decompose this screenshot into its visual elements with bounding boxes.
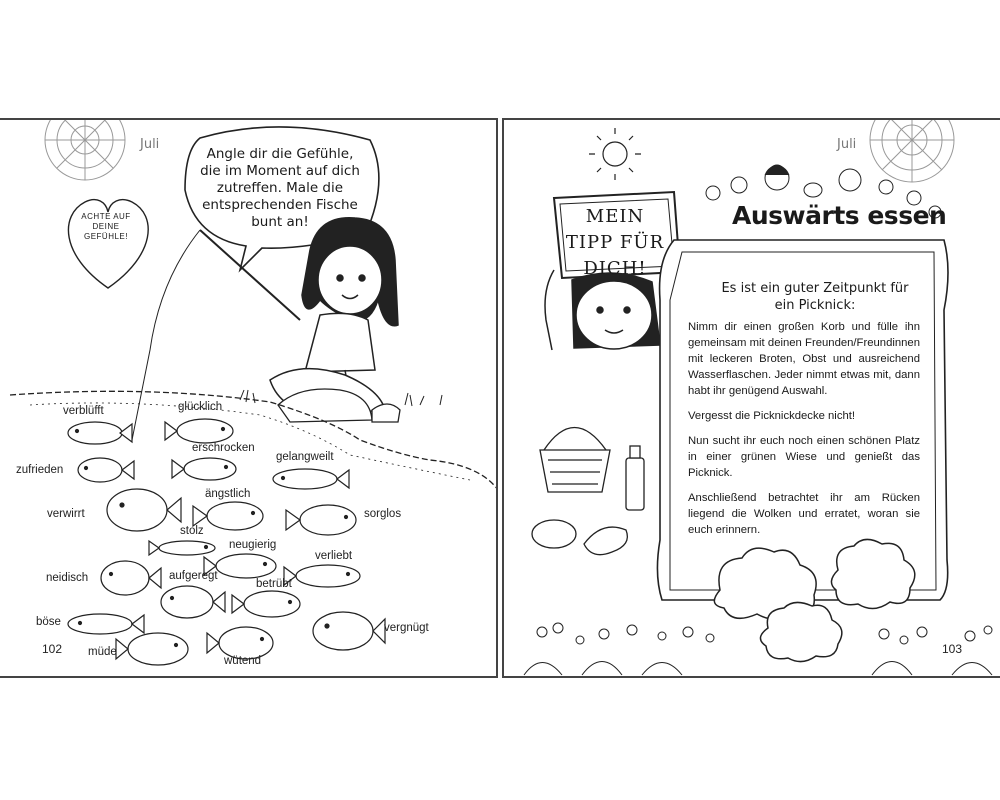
page-number: 102 [42, 642, 63, 656]
picnic-basket [540, 428, 610, 493]
tip-title: Es ist ein guter Zeitpunkt für ein Picknick: [721, 281, 909, 313]
fish-icon [116, 633, 188, 665]
tip-body [688, 319, 920, 547]
emotion-label: vergnügt [384, 622, 429, 634]
sandwich-icon [532, 520, 627, 555]
emotion-label: verliebt [315, 550, 353, 562]
tip-paragraph: Nimm dir einen großen Korb und fülle ihn gemeinsam mit deinen Freunden/Freundinnen mit leckeren Broten, Obst und ausreichend Wasserflaschen. Jeder nimmt etwas mit, dann habt ihr genügend Auswahl. [688, 321, 920, 397]
fish-icon [78, 458, 134, 482]
fish-icon [107, 489, 181, 531]
emotion-label: wütend [224, 655, 262, 667]
tip-paragraph: Vergesst die Picknickdecke nicht! [688, 410, 856, 422]
fish-icon [68, 422, 132, 444]
emotion-label: neugierig [229, 539, 277, 551]
emotion-label: verblüfft [63, 405, 104, 417]
emotion-label: neidisch [46, 572, 89, 584]
sun-icon [589, 128, 641, 180]
emotion-label: gelangweilt [276, 451, 334, 463]
mandala-icon [870, 118, 954, 182]
sign-text: MEIN TIPP FÜR DICH! [565, 206, 665, 279]
speech-bubble-text: Angle dir die Gefühle, die im Moment auf dich zutreffen. Male die entsprechenden Fische bunt an! [200, 146, 360, 230]
emotion-label: erschrocken [192, 442, 255, 454]
emotion-label: betrübt [256, 578, 292, 590]
tip-paragraph: Nun sucht ihr euch noch einen schönen Platz in einer grünen Wiese und genießt das Picknick. [688, 435, 920, 479]
month-label: Juli [837, 137, 857, 152]
bottle-icon [626, 446, 644, 510]
flowers-decoration [524, 623, 992, 675]
emotion-label: verwirrt [47, 508, 85, 520]
heart-text: ACHTE AUF DEINE GEFÜHLE! [81, 212, 131, 241]
fish-icon [68, 614, 144, 634]
left-page [0, 118, 500, 678]
fish-icon [172, 458, 236, 480]
mandala-icon [45, 118, 125, 180]
fish-icon [273, 469, 349, 489]
emotion-label: müde [88, 646, 117, 658]
rocks [278, 389, 400, 422]
right-page [500, 118, 1000, 678]
fish-icon [149, 541, 215, 555]
emotion-label: glücklich [178, 401, 223, 413]
page-heading: Auswärts essen [732, 201, 947, 230]
fish-icon [286, 505, 356, 535]
month-label: Juli [140, 137, 160, 152]
emotion-label: sorglos [364, 508, 402, 520]
fish-icon [232, 591, 300, 617]
fish-icon [284, 565, 360, 587]
emotion-label: aufgeregt [169, 570, 218, 582]
emotion-label: stolz [180, 525, 204, 537]
page-number: 103 [942, 642, 963, 656]
emotion-label: ängstlich [205, 488, 251, 500]
emotion-label: zufrieden [16, 464, 64, 476]
book-gutter [496, 118, 504, 678]
fish-icon [101, 561, 161, 595]
fish-group [68, 419, 385, 665]
fish-icon [161, 586, 225, 618]
tip-paragraph: Anschließend betrachtet ihr am Rücken liegend die Wolken und erratet, woran sie euch erinnern. [688, 492, 920, 536]
emotion-label: böse [36, 616, 61, 628]
fish-icon [165, 419, 233, 443]
fish-icon [313, 612, 385, 650]
